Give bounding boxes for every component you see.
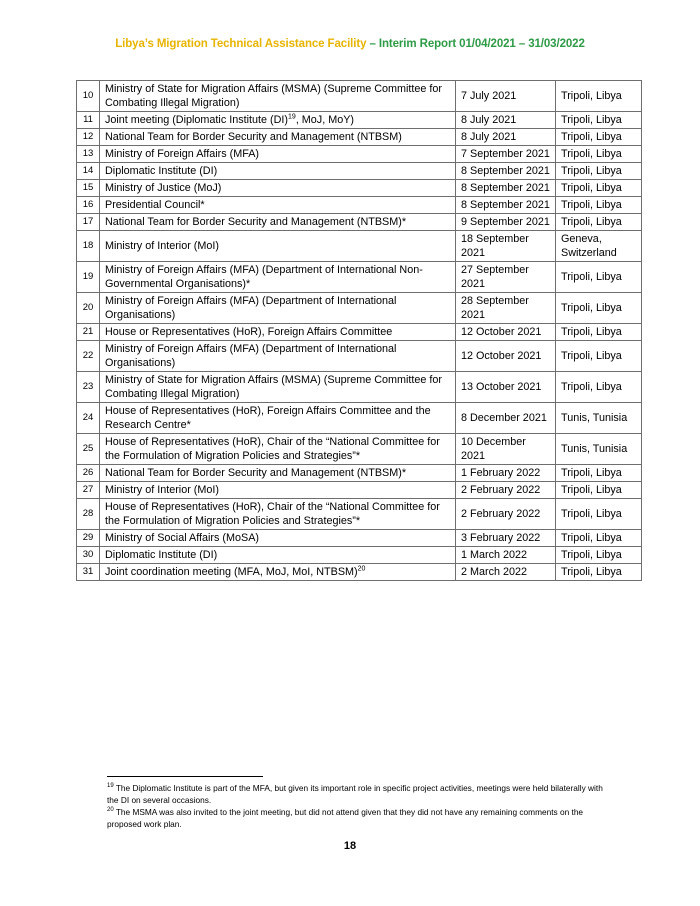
row-institution (100, 324, 456, 341)
table-row (77, 262, 642, 293)
institution-text: Presidential Council* (105, 199, 205, 211)
row-date: 13 October 2021 (456, 372, 556, 403)
row-number: 17 (77, 214, 100, 231)
row-date: 10 December 2021 (456, 434, 556, 465)
row-number: 27 (77, 482, 100, 499)
footnote-reference: 20 (357, 565, 366, 573)
footnote-text: The Diplomatic Institute is part of the MFA, but given its important role in specific project activities, meetings were held bilaterally with the DI on several occasions. (107, 783, 603, 805)
row-location: Tripoli, Libya (556, 163, 642, 180)
row-date: 8 September 2021 (456, 163, 556, 180)
row-location: Tripoli, Libya (556, 341, 642, 372)
row-number: 12 (77, 129, 100, 146)
row-date: 7 September 2021 (456, 146, 556, 163)
row-date: 8 September 2021 (456, 180, 556, 197)
row-date: 1 March 2022 (456, 547, 556, 564)
row-number: 18 (77, 231, 100, 262)
row-institution (100, 482, 456, 499)
institution-text: House of Representatives (HoR), Foreign Affairs Committee and the Research Centre* (105, 405, 431, 431)
row-date: 8 December 2021 (456, 403, 556, 434)
row-institution (100, 341, 456, 372)
row-date: 8 July 2021 (456, 129, 556, 146)
row-number: 25 (77, 434, 100, 465)
institution-text: Ministry of State for Migration Affairs (MSMA) (Supreme Committee for Combating Illegal Migration) (105, 83, 442, 109)
footnote-mark: 20 (107, 807, 114, 814)
table-row (77, 214, 642, 231)
institution-text: Diplomatic Institute (DI) (105, 165, 218, 177)
row-institution (100, 163, 456, 180)
row-location: Tripoli, Libya (556, 564, 642, 581)
row-location: Tripoli, Libya (556, 530, 642, 547)
row-number: 13 (77, 146, 100, 163)
row-location: Tripoli, Libya (556, 324, 642, 341)
row-number: 23 (77, 372, 100, 403)
meetings-table (76, 80, 642, 581)
row-institution (100, 81, 456, 112)
table-row (77, 324, 642, 341)
row-location: Geneva, Switzerland (556, 231, 642, 262)
table-row (77, 482, 642, 499)
row-date: 12 October 2021 (456, 324, 556, 341)
row-date: 8 September 2021 (456, 197, 556, 214)
institution-text: National Team for Border Security and Management (NTBSM)* (105, 467, 407, 479)
institution-text: National Team for Border Security and Management (NTBSM)* (105, 216, 407, 228)
row-institution (100, 112, 456, 129)
table-row (77, 231, 642, 262)
institution-text: Ministry of Social Affairs (MoSA) (105, 532, 259, 544)
institution-text: Ministry of Interior (MoI) (105, 240, 219, 252)
row-location: Tripoli, Libya (556, 112, 642, 129)
institution-text: Diplomatic Institute (DI) (105, 549, 218, 561)
row-date: 2 March 2022 (456, 564, 556, 581)
institution-text: Ministry of State for Migration Affairs (MSMA) (Supreme Committee for Combating Illegal Migration) (105, 374, 442, 400)
row-date: 9 September 2021 (456, 214, 556, 231)
row-number: 11 (77, 112, 100, 129)
row-location: Tripoli, Libya (556, 293, 642, 324)
row-location: Tripoli, Libya (556, 180, 642, 197)
table-row (77, 547, 642, 564)
row-institution (100, 530, 456, 547)
row-location: Tripoli, Libya (556, 482, 642, 499)
table-row (77, 341, 642, 372)
row-number: 16 (77, 197, 100, 214)
row-location: Tripoli, Libya (556, 465, 642, 482)
institution-text: Ministry of Foreign Affairs (MFA) (Department of International Organisations) (105, 295, 397, 321)
row-institution (100, 434, 456, 465)
row-location: Tripoli, Libya (556, 146, 642, 163)
page-number: 18 (343, 840, 357, 852)
table-row (77, 293, 642, 324)
footnote (107, 806, 607, 830)
row-institution (100, 180, 456, 197)
institution-text: Ministry of Foreign Affairs (MFA) (105, 148, 259, 160)
footnote-separator (107, 776, 263, 777)
table-row (77, 499, 642, 530)
institution-text-continued: , MoJ, MoY) (295, 114, 355, 126)
header-project-name: Libya’s Migration Technical Assistance Facility (115, 38, 367, 50)
row-number: 19 (77, 262, 100, 293)
row-number: 31 (77, 564, 100, 581)
table-row (77, 564, 642, 581)
table-row (77, 372, 642, 403)
institution-text: National Team for Border Security and Management (NTBSM) (105, 131, 402, 143)
row-number: 28 (77, 499, 100, 530)
table-row (77, 112, 642, 129)
row-institution (100, 146, 456, 163)
row-number: 24 (77, 403, 100, 434)
footnotes (107, 782, 607, 830)
table-row (77, 180, 642, 197)
row-date: 3 February 2022 (456, 530, 556, 547)
institution-text: Ministry of Foreign Affairs (MFA) (Department of International Organisations) (105, 343, 397, 369)
row-location: Tunis, Tunisia (556, 403, 642, 434)
table-row (77, 530, 642, 547)
row-institution (100, 214, 456, 231)
row-institution (100, 129, 456, 146)
footnote-reference: 19 (288, 113, 296, 121)
row-institution (100, 197, 456, 214)
table-row (77, 163, 642, 180)
row-institution (100, 465, 456, 482)
header-report-period: – Interim Report 01/04/2021 – 31/03/2022 (366, 38, 585, 50)
running-header (0, 38, 700, 50)
table-row (77, 81, 642, 112)
row-date: 28 September 2021 (456, 293, 556, 324)
table-row (77, 146, 642, 163)
row-location: Tripoli, Libya (556, 129, 642, 146)
row-number: 30 (77, 547, 100, 564)
table-row (77, 434, 642, 465)
row-institution (100, 231, 456, 262)
row-number: 14 (77, 163, 100, 180)
institution-text: House of Representatives (HoR), Chair of the “National Committee for the Formulation of Migration Policies and Strategies”* (105, 501, 440, 527)
row-institution (100, 547, 456, 564)
institution-text: House of Representatives (HoR), Chair of the “National Committee for the Formulation of Migration Policies and Strategies”* (105, 436, 440, 462)
institution-text: Ministry of Justice (MoJ) (105, 182, 222, 194)
footnote (107, 782, 607, 806)
row-number: 26 (77, 465, 100, 482)
table-row (77, 129, 642, 146)
row-location: Tripoli, Libya (556, 372, 642, 403)
row-institution (100, 293, 456, 324)
row-institution (100, 499, 456, 530)
row-number: 20 (77, 293, 100, 324)
row-number: 29 (77, 530, 100, 547)
row-date: 18 September 2021 (456, 231, 556, 262)
institution-text: House or Representatives (HoR), Foreign Affairs Committee (105, 326, 393, 338)
row-date: 7 July 2021 (456, 81, 556, 112)
row-number: 15 (77, 180, 100, 197)
institution-text: Joint meeting (Diplomatic Institute (DI) (105, 114, 289, 126)
row-number: 22 (77, 341, 100, 372)
table-row (77, 197, 642, 214)
row-institution (100, 262, 456, 293)
row-date: 2 February 2022 (456, 482, 556, 499)
row-date: 2 February 2022 (456, 499, 556, 530)
row-date: 1 February 2022 (456, 465, 556, 482)
institution-text: Joint coordination meeting (MFA, MoJ, MoI, NTBSM) (105, 566, 358, 578)
row-location: Tripoli, Libya (556, 214, 642, 231)
row-date: 12 October 2021 (456, 341, 556, 372)
row-location: Tripoli, Libya (556, 499, 642, 530)
row-date: 27 September 2021 (456, 262, 556, 293)
table-row (77, 403, 642, 434)
row-location: Tripoli, Libya (556, 81, 642, 112)
row-date: 8 July 2021 (456, 112, 556, 129)
row-number: 21 (77, 324, 100, 341)
table-row (77, 465, 642, 482)
row-location: Tunis, Tunisia (556, 434, 642, 465)
row-location: Tripoli, Libya (556, 197, 642, 214)
row-institution (100, 564, 456, 581)
institution-text: Ministry of Interior (MoI) (105, 484, 219, 496)
footnote-text: The MSMA was also invited to the joint meeting, but did not attend given that they did not have any remaining comments on the proposed work plan. (107, 807, 584, 829)
row-institution (100, 403, 456, 434)
row-location: Tripoli, Libya (556, 547, 642, 564)
institution-text: Ministry of Foreign Affairs (MFA) (Department of International Non-Governmental Organisations)* (105, 264, 423, 290)
row-institution (100, 372, 456, 403)
row-location: Tripoli, Libya (556, 262, 642, 293)
footnote-mark: 19 (107, 783, 114, 790)
row-number: 10 (77, 81, 100, 112)
